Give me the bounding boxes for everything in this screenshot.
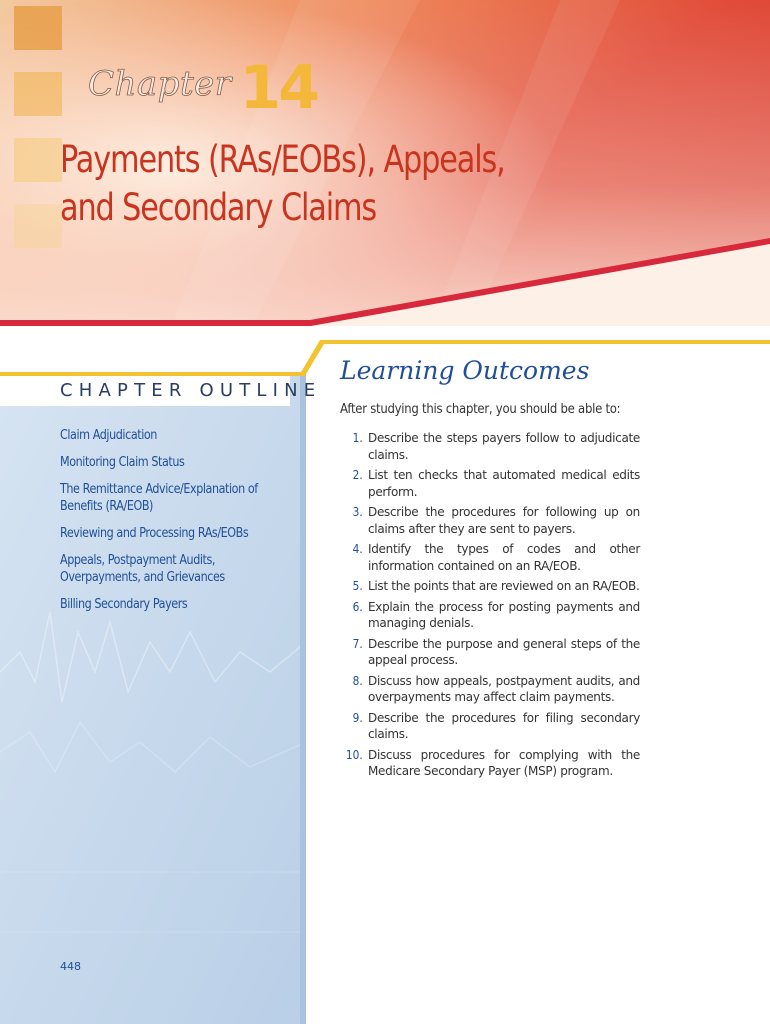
chapter-banner (0, 0, 770, 336)
learning-outcomes-list (340, 430, 640, 784)
outline-item[interactable]: Billing Secondary Payers (60, 597, 188, 612)
outline-item[interactable]: Reviewing and Processing RAs/EOBs (60, 526, 249, 541)
outline-item[interactable]: The Remittance Advice/Explanation of Benefits (RA/EOB) (60, 482, 258, 514)
chapter-number: 14 (239, 53, 317, 123)
chapter-title-line-1: Payments (RAs/EOBs), Appeals, (60, 138, 505, 181)
outcome-item (340, 747, 640, 780)
outcome-number: 3. (352, 505, 363, 519)
outcome-number: 5. (352, 579, 363, 593)
chapter-word: Chapter (88, 64, 232, 104)
chapter-title-line-2: and Secondary Claims (60, 186, 377, 229)
outcome-number: 8. (352, 673, 363, 688)
outcome-number: 1. (352, 431, 363, 445)
outline-list (60, 427, 290, 623)
outcome-item (340, 467, 640, 500)
outcome-number: 2. (352, 468, 363, 482)
outcome-text: Describe the purpose and general steps of the appeal process. (368, 636, 640, 667)
outline-item[interactable]: Appeals, Postpayment Audits, Overpayments, and Grievances (60, 553, 225, 585)
outcome-number: 9. (352, 710, 363, 725)
outcome-item (340, 541, 640, 574)
outcome-item (340, 430, 640, 463)
outcome-item (340, 673, 640, 706)
outcome-item (340, 710, 640, 743)
outcome-item (340, 578, 640, 595)
outline-heading: CHAPTER OUTLINE (60, 380, 322, 401)
outcome-number: 4. (352, 542, 363, 556)
outcome-text: List ten checks that automated medical edits perform. (368, 468, 640, 499)
outcome-text: Describe the procedures for following up on claims after they are sent to payers. (368, 505, 640, 536)
outcome-item (340, 504, 640, 537)
outcome-text: Identify the types of codes and other information contained on an RA/EOB. (368, 542, 640, 573)
outline-item[interactable]: Monitoring Claim Status (60, 455, 185, 470)
outcome-text: List the points that are reviewed on an RA/EOB. (368, 579, 640, 593)
learning-outcomes-intro: After studying this chapter, you should be able to: (340, 402, 621, 417)
outcome-item (340, 599, 640, 632)
page-number: 448 (60, 960, 81, 973)
learning-outcomes-heading: Learning Outcomes (340, 356, 590, 385)
outcome-text: Explain the process for posting payments and managing denials. (368, 599, 640, 630)
chapter-title (60, 136, 585, 232)
outcome-text: Discuss procedures for complying with the Medicare Secondary Payer (MSP) program. (368, 747, 640, 778)
chapter-label (88, 48, 317, 123)
outcome-number: 10. (345, 747, 363, 762)
outcome-text: Describe the steps payers follow to adjudicate claims. (368, 431, 640, 462)
outcome-text: Describe the procedures for filing secondary claims. (368, 710, 640, 741)
outcome-text: Discuss how appeals, postpayment audits, and overpayments may affect claim payments. (368, 673, 640, 704)
outcome-number: 6. (352, 599, 363, 614)
outcome-number: 7. (352, 636, 363, 651)
outline-item[interactable]: Claim Adjudication (60, 428, 157, 443)
outcome-item (340, 636, 640, 669)
